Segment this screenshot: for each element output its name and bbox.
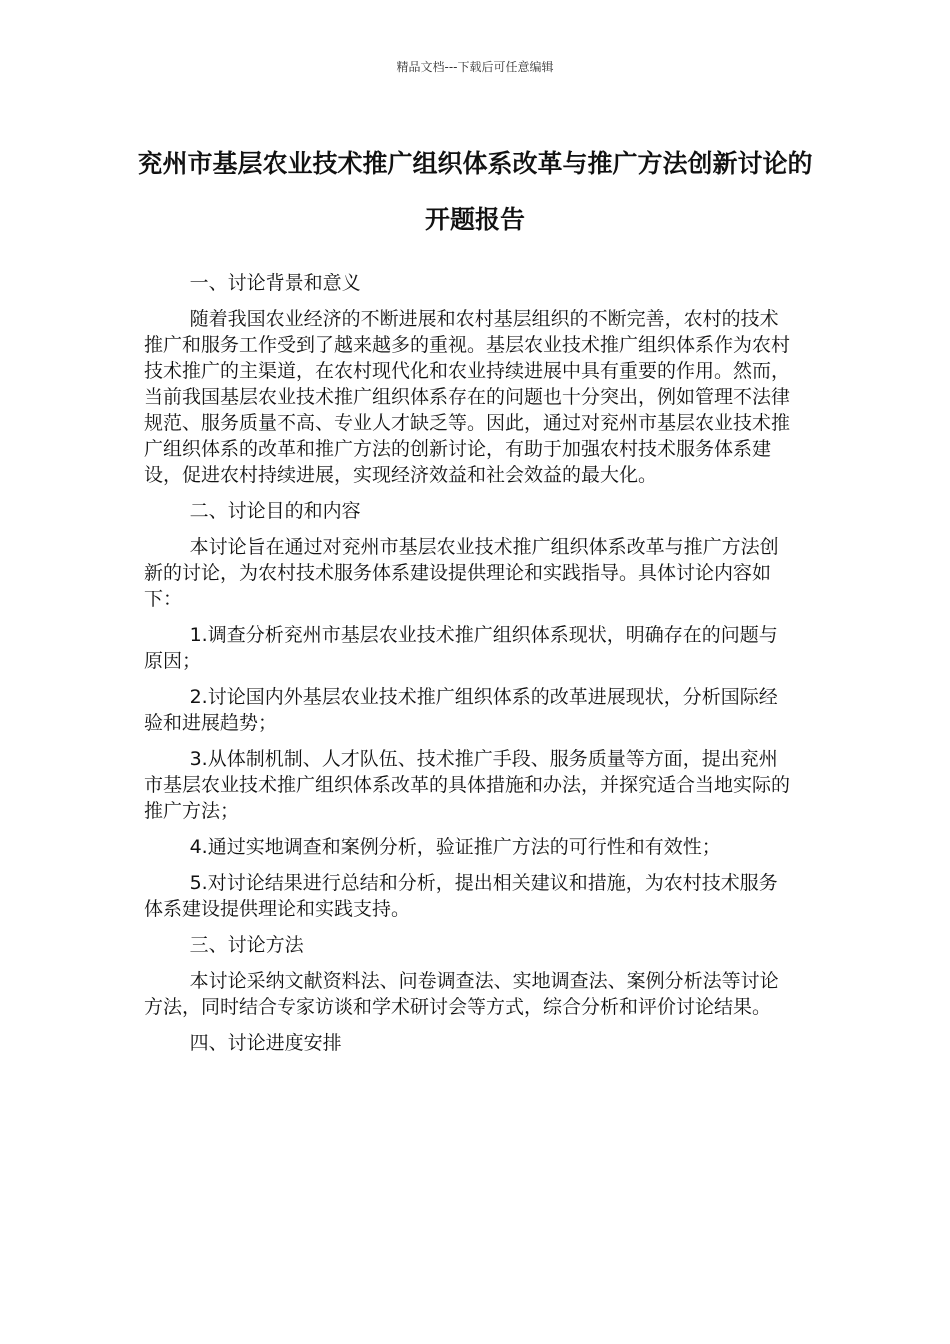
list-item-3: 3.从体制机制、人才队伍、技术推广手段、服务质量等方面，提出兖州市基层农业技术推广组织体系改革的具体措施和办法，并探究适合当地实际的推广方法； xyxy=(144,748,791,822)
paragraph-purpose-intro: 本讨论旨在通过对兖州市基层农业技术推广组织体系改革与推广方法创新的讨论，为农村技术服务体系建设提供理论和实践指导。具体讨论内容如下： xyxy=(144,536,779,610)
paragraph-methods: 本讨论采纳文献资料法、问卷调查法、实地调查法、案例分析法等讨论方法，同时结合专家访谈和学术研讨会等方式，综合分析和评价讨论结果。 xyxy=(144,970,779,1018)
list-item-4: 4.通过实地调查和案例分析，验证推广方法的可行性和有效性； xyxy=(189,836,721,858)
list-item-5: 5.对讨论结果进行总结和分析，提出相关建议和措施，为农村技术服务体系建设提供理论和实践支持。 xyxy=(144,872,778,920)
page-header-note: 精品文档---下载后可任意编辑 xyxy=(396,60,554,74)
list-item-2: 2.讨论国内外基层农业技术推广组织体系的改革进展现状，分析国际经验和进展趋势； xyxy=(144,686,778,734)
section-heading-methods: 三、讨论方法 xyxy=(189,934,304,956)
document-body xyxy=(144,270,794,1066)
section-heading-schedule: 四、讨论进度安排 xyxy=(189,1032,342,1054)
paragraph-background: 随着我国农业经济的不断进展和农村基层组织的不断完善，农村的技术推广和服务工作受到了越来越多的重视。基层农业技术推广组织体系作为农村技术推广的主渠道，在农村现代化和农业持续进展中具有重要的作用。然而，当前我国基层农业技术推广组织体系存在的问题也十分突出，例如管理不法律规范、服务质量不高、专业人才缺乏等。因此，通过对兖州市基层农业技术推广组织体系的改革和推广方法的创新讨论，有助于加强农村技术服务体系建设，促进农村持续进展，实现经济效益和社会效益的最大化。 xyxy=(144,308,791,486)
section-heading-background: 一、讨论背景和意义 xyxy=(189,272,361,294)
list-item-1: 1.调查分析兖州市基层农业技术推广组织体系现状，明确存在的问题与原因； xyxy=(144,624,778,672)
section-heading-purpose: 二、讨论目的和内容 xyxy=(189,500,361,522)
document-title: 兖州市基层农业技术推广组织体系改革与推广方法创新讨论的开题报告 xyxy=(137,149,813,234)
